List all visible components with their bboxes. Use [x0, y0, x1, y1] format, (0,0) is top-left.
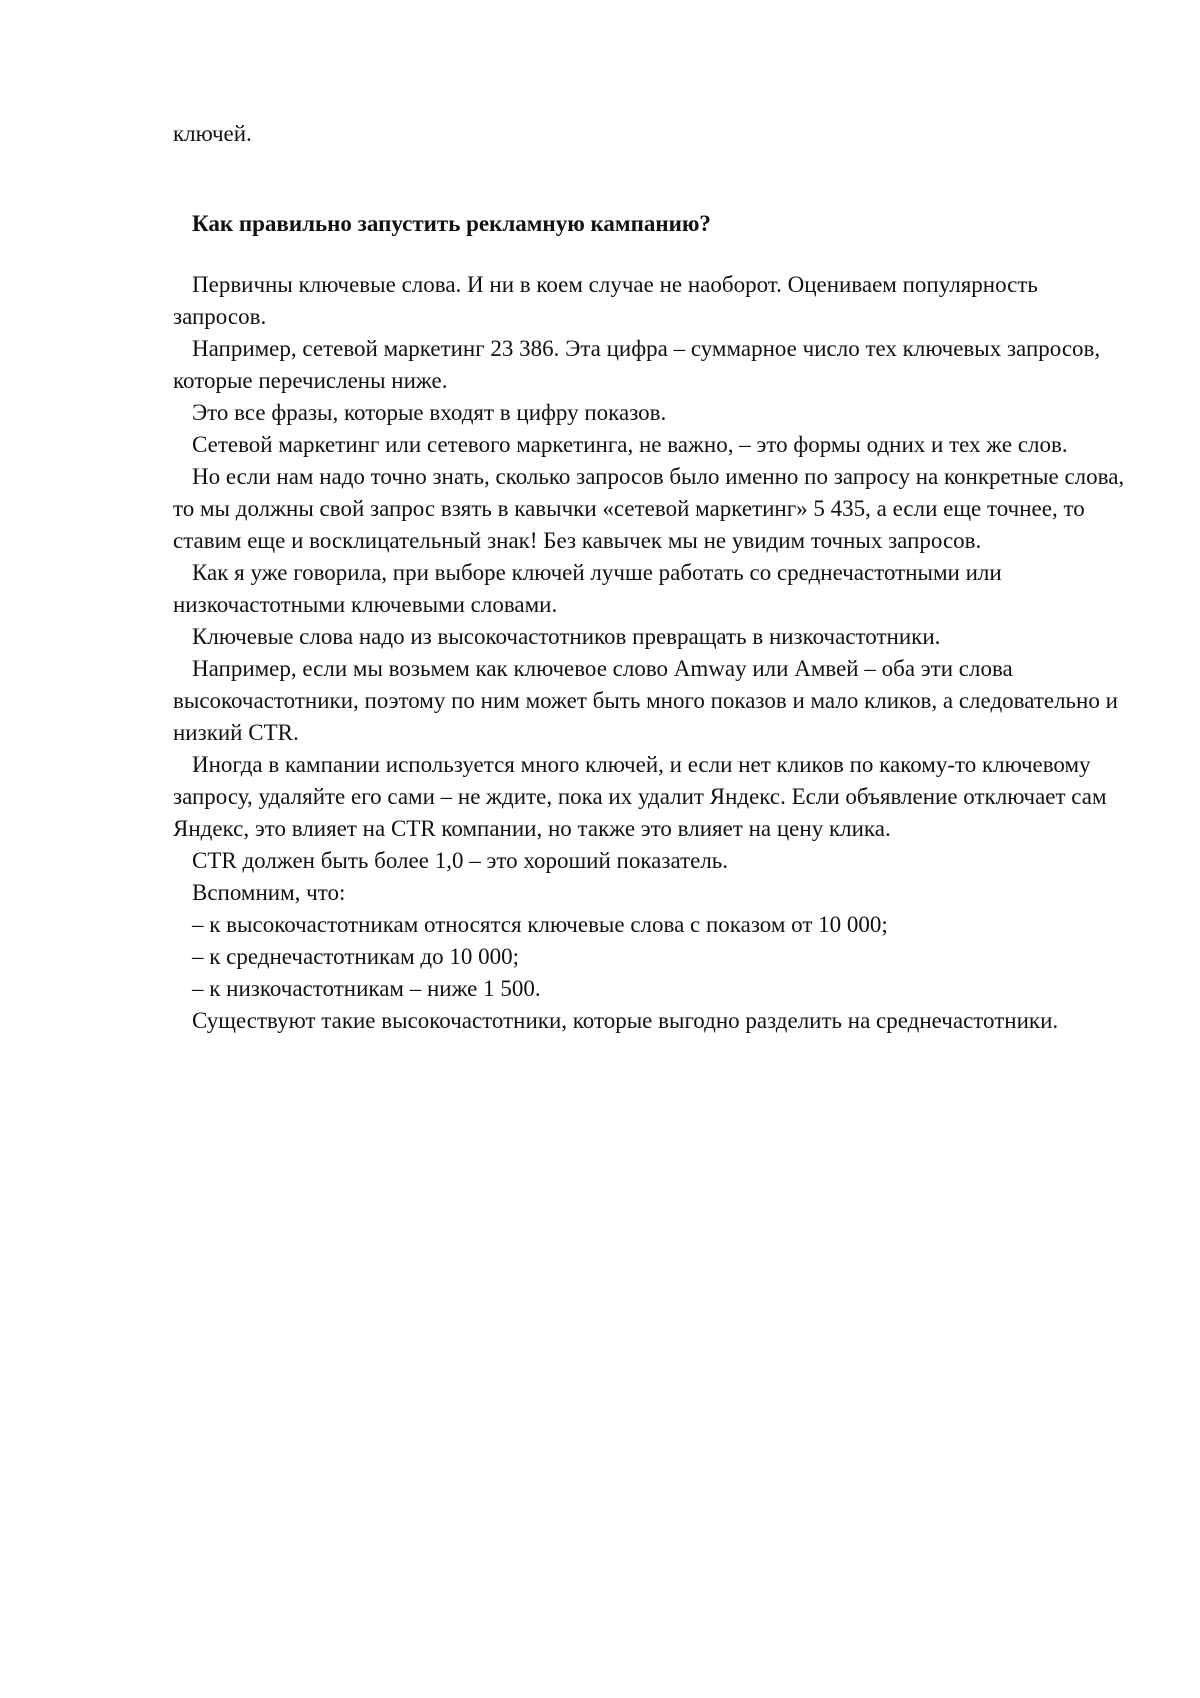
- list-item: – к высокочастотникам относятся ключевые слова с показом от 10 000;: [192, 912, 888, 937]
- paragraph: Например, если мы возьмем как ключевое слово Amway или Амвей – оба эти слова высокочастотники, поэтому по ним может быть много показов и мало кликов, а следовательно и низкий CTR.: [173, 656, 1118, 745]
- paragraph: Ключевые слова надо из высокочастотников превращать в низкочастотники.: [192, 624, 941, 649]
- paragraph: Первичны ключевые слова. И ни в коем случае не наоборот. Оцениваем популярность запросов.: [173, 272, 1038, 329]
- paragraph: CTR должен быть более 1,0 – это хороший показатель.: [192, 848, 729, 873]
- list-item: – к низкочастотникам – ниже 1 500.: [192, 976, 541, 1001]
- paragraph: Сетевой маркетинг или сетевого маркетинга, не важно, – это формы одних и тех же слов.: [192, 432, 1068, 457]
- carryover-text: ключей.: [173, 121, 252, 146]
- body-text: [173, 269, 1125, 1037]
- section-heading: Как правильно запустить рекламную кампанию?: [192, 211, 711, 236]
- paragraph: Например, сетевой маркетинг 23 386. Эта цифра – суммарное число тех ключевых запросов, которые перечислены ниже.: [173, 336, 1101, 393]
- paragraph: Это все фразы, которые входят в цифру показов.: [192, 400, 667, 425]
- paragraph: Как я уже говорила, при выборе ключей лучше работать со среднечастотными или низкочастотными ключевыми словами.: [173, 560, 1002, 617]
- paragraph: Существуют такие высокочастотники, которые выгодно разделить на среднечастотники.: [192, 1008, 1059, 1033]
- paragraph: Вспомним, что:: [192, 880, 346, 905]
- paragraph: Иногда в кампании используется много ключей, и если нет кликов по какому-то ключевому запросу, удаляйте его сами – не ждите, пока их удалит Яндекс. Если объявление отключает сам Яндекс, это влияет на CTR компании, но также это влияет на цену клика.: [173, 752, 1107, 841]
- list-item: – к среднечастотникам до 10 000;: [192, 944, 519, 969]
- paragraph: Но если нам надо точно знать, сколько запросов было именно по запросу на конкретные слова, то мы должны свой запрос взять в кавычки «сетевой маркетинг» 5 435, а если еще точнее, то ставим еще и восклицательный знак! Без кавычек мы не увидим точных запросов.: [173, 464, 1125, 553]
